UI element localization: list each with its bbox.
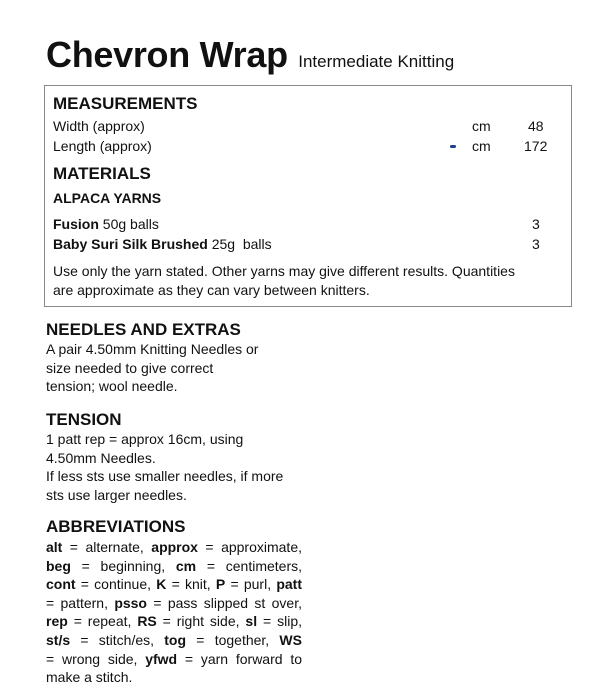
title-row bbox=[46, 34, 454, 76]
abbreviation-line bbox=[46, 575, 302, 594]
abbreviation-term: st/s bbox=[46, 631, 71, 648]
abbreviation-definition: = pass slipped st over, bbox=[147, 594, 302, 611]
yarn-quantity: 3 bbox=[532, 236, 540, 252]
yarn-detail: 50g balls bbox=[98, 216, 159, 232]
measurement-label: Width (approx) bbox=[53, 118, 145, 134]
yarn-detail: 25g balls bbox=[207, 236, 272, 252]
yarn-name: Baby Suri Silk Brushed bbox=[53, 236, 208, 252]
needles-line: tension; wool needle. bbox=[46, 378, 178, 394]
abbreviation-term: psso bbox=[114, 594, 147, 611]
measurements-heading: MEASUREMENTS bbox=[53, 94, 198, 113]
abbreviation-term: patt bbox=[276, 576, 302, 593]
abbreviation-definition: = knit, bbox=[166, 576, 216, 593]
abbreviation-term: RS bbox=[137, 613, 157, 630]
page-title: Chevron Wrap bbox=[46, 34, 288, 75]
abbreviation-line bbox=[46, 612, 302, 631]
tension-section bbox=[46, 410, 283, 504]
abbreviation-term: K bbox=[156, 576, 167, 593]
measurements-materials-box bbox=[44, 85, 572, 307]
abbreviations-list bbox=[46, 538, 302, 687]
tension-line: If less sts use smaller needles, if more bbox=[46, 468, 284, 484]
tension-line: 4.50mm Needles. bbox=[46, 449, 156, 466]
abbreviation-definition: = yarn forward to bbox=[177, 650, 302, 667]
abbreviation-definition: = wrong side, bbox=[46, 650, 146, 667]
abbreviations-section bbox=[46, 517, 302, 687]
tension-line: 1 patt rep = approx 16cm, using bbox=[46, 431, 244, 447]
abbreviation-term: rep bbox=[46, 613, 68, 630]
abbreviations-heading: ABBREVIATIONS bbox=[46, 517, 186, 536]
bullet-mark bbox=[450, 145, 456, 148]
needles-section bbox=[46, 320, 258, 396]
abbreviation-term: sl bbox=[245, 613, 258, 630]
measurement-value: 172 bbox=[524, 138, 548, 154]
abbreviation-definition: = pattern, bbox=[46, 594, 115, 611]
abbreviation-line bbox=[46, 538, 302, 557]
abbreviation-term: yfwd bbox=[145, 650, 178, 667]
tension-line: sts use larger needles. bbox=[46, 486, 187, 503]
yarn-quantity: 3 bbox=[532, 216, 540, 232]
needles-heading: NEEDLES AND EXTRAS bbox=[46, 320, 241, 339]
abbreviation-line bbox=[46, 557, 302, 576]
abbreviation-term: approx bbox=[151, 539, 198, 555]
abbreviation-term: cm bbox=[175, 557, 197, 574]
materials-heading: MATERIALS bbox=[53, 164, 151, 183]
measurement-unit: cm bbox=[472, 118, 491, 134]
yarn-name: Fusion bbox=[53, 216, 99, 232]
abbreviation-term: P bbox=[215, 576, 226, 593]
abbreviation-definition: = together, bbox=[186, 631, 280, 648]
abbreviation-term: tog bbox=[164, 631, 187, 648]
needles-line: A pair 4.50mm Knitting Needles or bbox=[46, 341, 259, 357]
materials-subheading: ALPACA YARNS bbox=[53, 190, 162, 206]
abbreviation-definition: = continue, bbox=[75, 576, 157, 593]
abbreviation-definition: make a stitch. bbox=[46, 669, 133, 686]
yarn-row bbox=[53, 236, 272, 252]
abbreviation-definition: = beginning, bbox=[70, 557, 176, 574]
abbreviation-term: alt bbox=[46, 539, 63, 555]
abbreviation-definition: = purl, bbox=[225, 576, 277, 593]
abbreviation-definition: = right side, bbox=[156, 613, 246, 630]
abbreviation-term: beg bbox=[46, 557, 71, 574]
abbreviation-line bbox=[46, 668, 302, 687]
abbreviation-definition: = alternate, bbox=[62, 539, 152, 555]
abbreviation-term: cont bbox=[46, 576, 76, 593]
yarn-row bbox=[53, 216, 159, 232]
abbreviation-definition: = approximate, bbox=[197, 539, 302, 555]
abbreviation-term: WS bbox=[279, 631, 302, 648]
abbreviation-definition: = centimeters, bbox=[196, 557, 302, 574]
yarn-note-line: are approximate as they can vary between knitters. bbox=[53, 282, 370, 298]
measurement-label: Length (approx) bbox=[53, 138, 152, 154]
abbreviation-line bbox=[46, 594, 302, 613]
measurement-value: 48 bbox=[528, 118, 544, 134]
abbreviation-definition: = slip, bbox=[257, 613, 302, 630]
page-subtitle: Intermediate Knitting bbox=[298, 52, 455, 71]
abbreviation-line bbox=[46, 631, 302, 650]
abbreviation-definition: = stitch/es, bbox=[70, 631, 165, 648]
abbreviation-line bbox=[46, 650, 302, 669]
yarn-note-line: Use only the yarn stated. Other yarns may give different results. Quantities bbox=[53, 263, 515, 279]
abbreviation-definition: = repeat, bbox=[67, 613, 138, 630]
measurement-unit: cm bbox=[472, 138, 491, 154]
needles-line: size needed to give correct bbox=[46, 359, 214, 376]
tension-heading: TENSION bbox=[46, 410, 122, 429]
